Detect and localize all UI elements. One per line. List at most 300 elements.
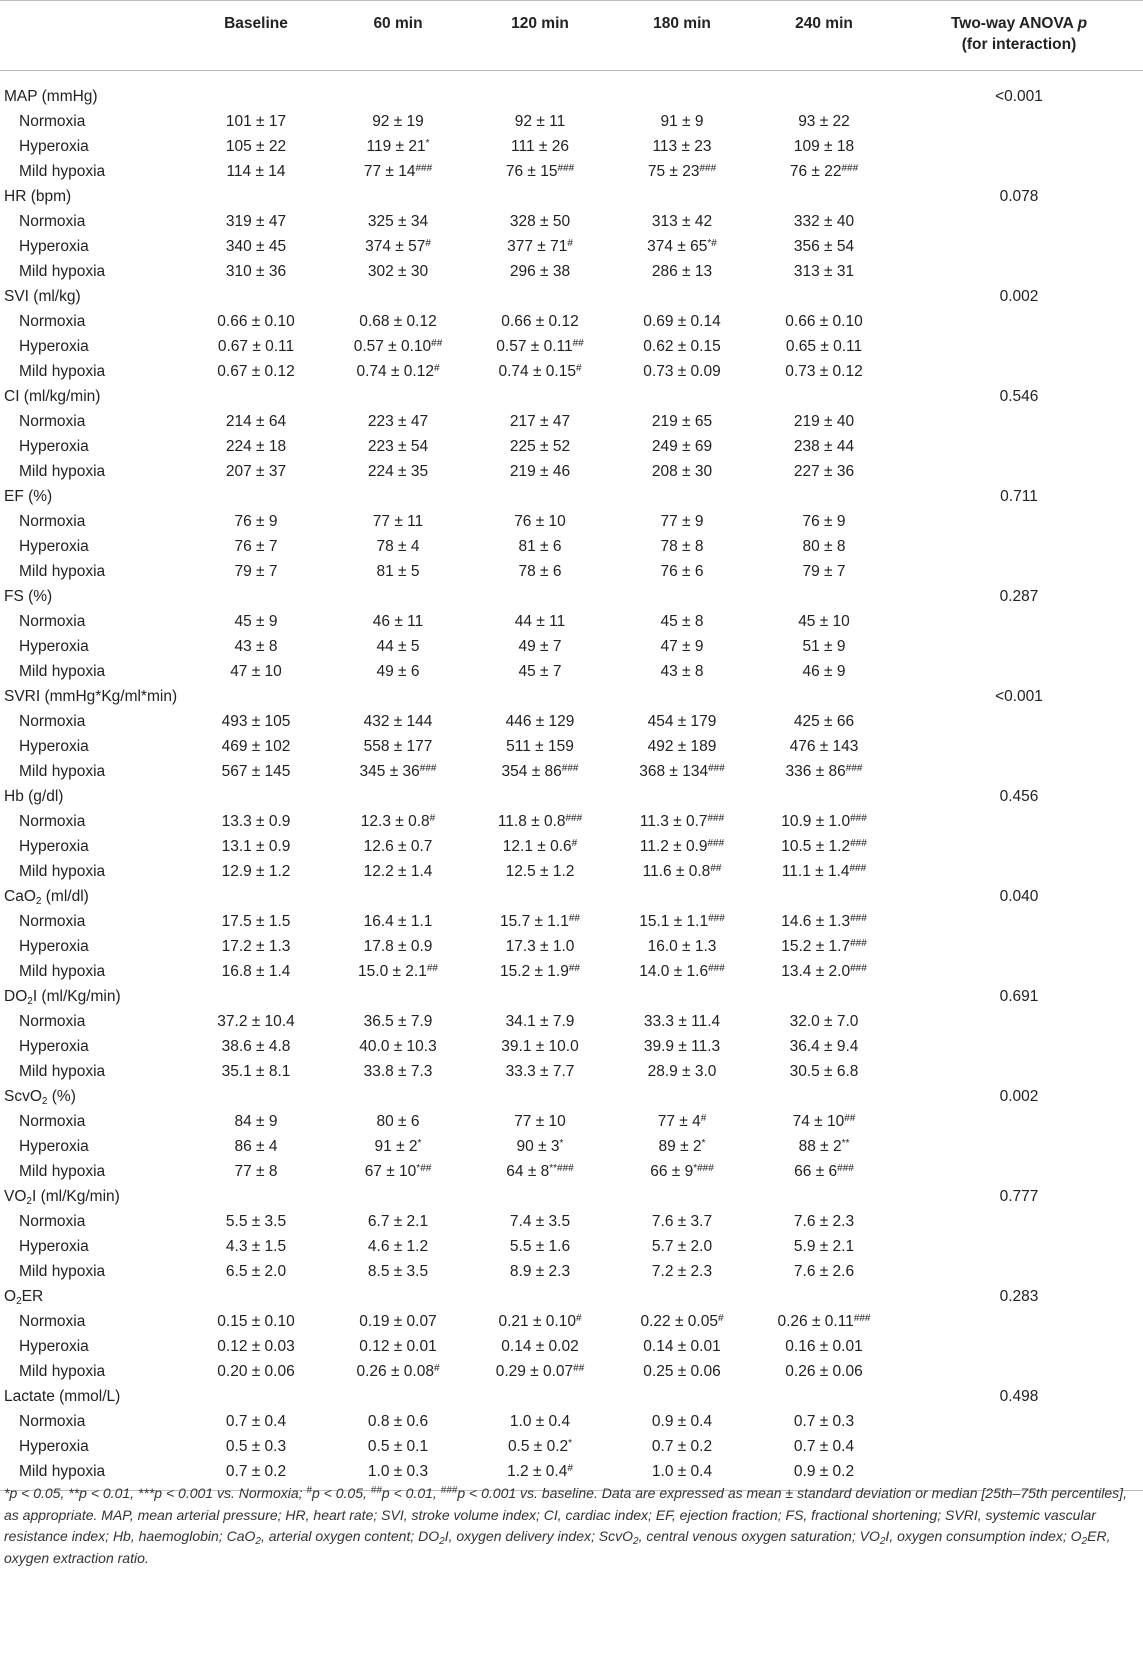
group-row <box>0 584 1143 609</box>
empty-cell <box>185 584 327 609</box>
value-cell: 227 ± 36 <box>793 463 855 480</box>
empty-cell <box>469 184 611 209</box>
empty-cell <box>469 1084 611 1109</box>
value-cell: 79 ± 7 <box>802 563 846 580</box>
value-cell: 77 ± 10 <box>514 1113 566 1130</box>
empty-cell <box>895 1159 1143 1184</box>
table-row <box>0 1059 1143 1084</box>
condition-label: Hyperoxia <box>19 538 89 555</box>
condition-label: Hyperoxia <box>19 1038 89 1055</box>
empty-cell <box>611 384 753 409</box>
group-row <box>0 784 1143 809</box>
empty-cell <box>185 884 327 909</box>
table-row <box>0 1309 1143 1334</box>
value-cell: 302 ± 30 <box>367 263 429 280</box>
condition-label: Mild hypoxia <box>19 463 106 480</box>
value-cell: 12.6 ± 0.7 <box>363 838 433 855</box>
condition-label: Normoxia <box>19 1413 86 1430</box>
empty-cell <box>895 559 1143 584</box>
value-cell: 1.0 ± 0.4 <box>611 1459 753 1491</box>
empty-cell <box>895 1234 1143 1259</box>
group-row <box>0 284 1143 309</box>
value-cell: 89 ± 2* <box>658 1138 706 1155</box>
value-cell: 511 ± 159 <box>506 738 574 755</box>
empty-cell <box>327 1284 469 1309</box>
header-anova-line1: Two-way ANOVA <box>950 15 1078 32</box>
value-cell: 77 ± 4# <box>657 1113 707 1130</box>
condition-label: Mild hypoxia <box>19 363 106 380</box>
empty-cell <box>611 984 753 1009</box>
empty-cell <box>469 384 611 409</box>
condition-label: Mild hypoxia <box>19 1363 106 1380</box>
group-row <box>0 384 1143 409</box>
anova-p-value: 0.711 <box>1000 488 1038 505</box>
table-row <box>0 434 1143 459</box>
header-180min: 180 min <box>611 1 753 71</box>
value-cell: 0.8 ± 0.6 <box>367 1413 429 1430</box>
value-cell: 0.66 ± 0.10 <box>217 313 295 330</box>
group-label: CaO$_2$ (ml/dl) <box>4 888 89 907</box>
empty-cell <box>895 434 1143 459</box>
value-cell: 13.3 ± 0.9 <box>221 813 291 830</box>
value-cell: 328 ± 50 <box>509 213 571 230</box>
table-row <box>0 359 1143 384</box>
condition-label: Hyperoxia <box>19 1438 89 1455</box>
empty-cell <box>327 584 469 609</box>
value-cell: 493 ± 105 <box>221 713 291 730</box>
table-row <box>0 959 1143 984</box>
table-row <box>0 159 1143 184</box>
table-footnote: *p < 0.05, **p < 0.01, ***p < 0.001 vs. Normoxia; #p < 0.05, ##p < 0.01, ###p < 0.001 vs. baseline. Data are expressed as mean ± standard deviation or median [25th–75th percentiles], as appropriate. MAP, mean arterial pressure; HR, heart rate; SVI, stroke volume index; CI, cardiac index; EF, ejection fraction; FS, fractional shortening; SVRI, systemic vascular resistance index; Hb, haemoglobin; CaO$_2$, arterial oxygen content; $DO_2I$, oxygen delivery index; ScvO$_2$, central venous oxygen saturation; $VO_2I$, oxygen consumption index; $O_2ER$, oxygen extraction ratio. <box>4 1485 1127 1566</box>
value-cell: 36.4 ± 9.4 <box>789 1038 859 1055</box>
table-row <box>0 759 1143 784</box>
value-cell: 66 ± 6### <box>794 1163 854 1180</box>
empty-cell <box>895 959 1143 984</box>
empty-cell <box>895 1034 1143 1059</box>
anova-p-value: 0.498 <box>999 1388 1039 1405</box>
value-cell: 32.0 ± 7.0 <box>789 1013 859 1030</box>
group-label: SVRI (mmHg*Kg/ml*min) <box>4 688 178 705</box>
empty-cell <box>895 509 1143 534</box>
value-cell: 340 ± 45 <box>225 238 287 255</box>
value-cell: 11.8 ± 0.8### <box>497 813 583 830</box>
value-cell: 15.0 ± 2.1## <box>358 963 438 980</box>
value-cell: 76 ± 7 <box>234 538 278 555</box>
value-cell: 476 ± 143 <box>789 738 859 755</box>
value-cell: 101 ± 17 <box>225 113 287 130</box>
empty-cell <box>895 1359 1143 1384</box>
value-cell: 286 ± 13 <box>651 263 713 280</box>
value-cell: 0.7 ± 0.3 <box>793 1413 855 1430</box>
table-row <box>0 309 1143 334</box>
group-label: Lactate (mmol/L) <box>4 1388 121 1405</box>
empty-cell <box>895 909 1143 934</box>
empty-cell <box>753 1084 895 1109</box>
anova-p-value: 0.691 <box>999 988 1039 1005</box>
value-cell: 4.3 ± 1.5 <box>225 1238 287 1255</box>
value-cell: 119 ± 21* <box>366 138 430 155</box>
table-row <box>0 509 1143 534</box>
table-row <box>0 809 1143 834</box>
value-cell: 368 ± 134### <box>639 763 725 780</box>
value-cell: 77 ± 11 <box>372 513 424 530</box>
value-cell: 0.57 ± 0.10## <box>353 338 443 355</box>
empty-cell <box>611 884 753 909</box>
table-row <box>0 859 1143 884</box>
empty-cell <box>753 1384 895 1409</box>
condition-label: Hyperoxia <box>19 438 89 455</box>
value-cell: 0.66 ± 0.12 <box>501 313 579 330</box>
empty-cell <box>327 284 469 309</box>
value-cell: 0.12 ± 0.03 <box>217 1338 295 1355</box>
empty-cell <box>895 359 1143 384</box>
condition-label: Mild hypoxia <box>19 963 106 980</box>
empty-cell <box>469 884 611 909</box>
value-cell: 28.9 ± 3.0 <box>647 1063 717 1080</box>
empty-cell <box>895 734 1143 759</box>
condition-label: Mild hypoxia <box>19 263 106 280</box>
empty-cell <box>327 71 469 110</box>
value-cell: 12.5 ± 1.2 <box>505 863 575 880</box>
value-cell: 40.0 ± 10.3 <box>359 1038 437 1055</box>
empty-cell <box>327 884 469 909</box>
value-cell: 0.26 ± 0.06 <box>785 1363 863 1380</box>
value-cell: 8.5 ± 3.5 <box>367 1263 429 1280</box>
value-cell: 90 ± 3* <box>516 1138 564 1155</box>
value-cell: 0.9 ± 0.4 <box>651 1413 713 1430</box>
value-cell: 6.5 ± 2.0 <box>225 1263 287 1280</box>
empty-cell <box>469 984 611 1009</box>
table-row <box>0 634 1143 659</box>
empty-cell <box>895 1209 1143 1234</box>
condition-label: Mild hypoxia <box>19 763 106 780</box>
value-cell: 310 ± 36 <box>225 263 287 280</box>
value-cell: 14.0 ± 1.6### <box>639 963 725 980</box>
value-cell: 4.6 ± 1.2 <box>367 1238 429 1255</box>
value-cell: 15.1 ± 1.1### <box>639 913 725 930</box>
table-header <box>0 1 1143 71</box>
value-cell: 43 ± 8 <box>234 638 278 655</box>
condition-label: Mild hypoxia <box>19 1263 106 1280</box>
empty-cell <box>185 384 327 409</box>
value-cell: 76 ± 22### <box>789 163 859 180</box>
value-cell: 17.8 ± 0.9 <box>363 938 433 955</box>
condition-label: Hyperoxia <box>19 1138 89 1155</box>
value-cell: 0.67 ± 0.11 <box>217 338 295 355</box>
value-cell: 7.6 ± 2.3 <box>793 1213 855 1230</box>
empty-cell <box>327 784 469 809</box>
anova-p-value: 0.777 <box>999 1188 1039 1205</box>
value-cell: 12.2 ± 1.4 <box>363 863 433 880</box>
table-row <box>0 134 1143 159</box>
group-label: MAP (mmHg) <box>4 88 98 105</box>
condition-label: Mild hypoxia <box>19 563 106 580</box>
value-cell: 37.2 ± 10.4 <box>217 1013 295 1030</box>
group-row <box>0 884 1143 909</box>
table-row <box>0 1109 1143 1134</box>
value-cell: 30.5 ± 6.8 <box>789 1063 859 1080</box>
empty-cell <box>469 1284 611 1309</box>
empty-cell <box>895 834 1143 859</box>
empty-cell <box>611 784 753 809</box>
value-cell: 0.67 ± 0.12 <box>217 363 295 380</box>
empty-cell <box>611 284 753 309</box>
value-cell: 208 ± 30 <box>651 463 713 480</box>
empty-cell <box>895 259 1143 284</box>
value-cell: 325 ± 34 <box>367 213 429 230</box>
empty-cell <box>895 709 1143 734</box>
value-cell: 0.19 ± 0.07 <box>359 1313 437 1330</box>
value-cell: 223 ± 54 <box>367 438 429 455</box>
value-cell: 0.5 ± 0.1 <box>367 1438 429 1455</box>
empty-cell <box>185 284 327 309</box>
value-cell: 0.12 ± 0.01 <box>359 1338 437 1355</box>
value-cell: 0.20 ± 0.06 <box>217 1363 295 1380</box>
value-cell: 356 ± 54 <box>793 238 855 255</box>
value-cell: 74 ± 10## <box>792 1113 856 1130</box>
header-anova-p-italic: p <box>1077 15 1088 32</box>
value-cell: 47 ± 9 <box>660 638 704 655</box>
empty-cell <box>611 184 753 209</box>
value-cell: 64 ± 8**### <box>506 1163 574 1180</box>
value-cell: 111 ± 26 <box>511 138 569 155</box>
group-label: SVI (ml/kg) <box>4 288 81 305</box>
group-label: $VO_2I$ (ml/Kg/min) <box>4 1188 120 1207</box>
anova-p-value: <0.001 <box>995 688 1043 705</box>
group-row <box>0 984 1143 1009</box>
group-row <box>0 71 1143 110</box>
empty-cell <box>327 384 469 409</box>
empty-cell <box>753 284 895 309</box>
value-cell: 77 ± 9 <box>660 513 704 530</box>
condition-label: Normoxia <box>19 113 86 130</box>
value-cell: 5.5 ± 3.5 <box>225 1213 287 1230</box>
value-cell: 45 ± 9 <box>234 613 278 630</box>
table-row <box>0 1209 1143 1234</box>
table-row <box>0 1409 1143 1434</box>
value-cell: 88 ± 2** <box>798 1138 850 1155</box>
value-cell: 91 ± 9 <box>660 113 704 130</box>
empty-cell <box>185 1284 327 1309</box>
empty-cell <box>895 234 1143 259</box>
empty-cell <box>327 1084 469 1109</box>
value-cell: 219 ± 65 <box>651 413 713 430</box>
empty-cell <box>753 684 895 709</box>
condition-label: Normoxia <box>19 813 86 830</box>
table-row <box>0 209 1143 234</box>
value-cell: 49 ± 6 <box>376 663 420 680</box>
empty-cell <box>895 109 1143 134</box>
value-cell: 114 ± 14 <box>226 163 286 180</box>
value-cell: 345 ± 36### <box>359 763 437 780</box>
value-cell: 77 ± 14### <box>363 163 433 180</box>
value-cell: 0.7 ± 0.2 <box>185 1459 327 1491</box>
empty-cell <box>327 184 469 209</box>
group-label: FS (%) <box>4 588 53 605</box>
empty-cell <box>895 1134 1143 1159</box>
empty-cell <box>895 534 1143 559</box>
empty-cell <box>327 684 469 709</box>
empty-cell <box>611 1184 753 1209</box>
value-cell: 78 ± 8 <box>660 538 704 555</box>
empty-cell <box>469 784 611 809</box>
anova-p-value: <0.001 <box>995 88 1043 105</box>
header-anova-p <box>895 1 1143 71</box>
condition-label: Hyperoxia <box>19 338 89 355</box>
value-cell: 296 ± 38 <box>509 263 571 280</box>
empty-cell <box>895 159 1143 184</box>
value-cell: 77 ± 8 <box>234 1163 278 1180</box>
value-cell: 14.6 ± 1.3### <box>781 913 867 930</box>
value-cell: 92 ± 19 <box>372 113 424 130</box>
value-cell: 5.5 ± 1.6 <box>509 1238 571 1255</box>
value-cell: 81 ± 5 <box>376 563 420 580</box>
value-cell: 80 ± 6 <box>376 1113 420 1130</box>
table-row <box>0 459 1143 484</box>
condition-label: Normoxia <box>19 913 86 930</box>
value-cell: 425 ± 66 <box>793 713 855 730</box>
value-cell: 219 ± 46 <box>509 463 571 480</box>
group-row <box>0 684 1143 709</box>
value-cell: 224 ± 35 <box>367 463 429 480</box>
empty-cell <box>895 1059 1143 1084</box>
condition-label: Normoxia <box>19 513 86 530</box>
empty-cell <box>895 209 1143 234</box>
value-cell: 0.5 ± 0.2* <box>507 1438 573 1455</box>
value-cell: 39.1 ± 10.0 <box>501 1038 579 1055</box>
value-cell: 78 ± 4 <box>376 538 420 555</box>
value-cell: 0.25 ± 0.06 <box>643 1363 721 1380</box>
value-cell: 10.9 ± 1.0### <box>781 813 867 830</box>
value-cell: 219 ± 40 <box>793 413 855 430</box>
value-cell: 76 ± 10 <box>514 513 566 530</box>
table-row <box>0 1009 1143 1034</box>
value-cell: 0.9 ± 0.2 <box>753 1459 895 1491</box>
empty-cell <box>895 409 1143 434</box>
empty-cell <box>895 1109 1143 1134</box>
value-cell: 0.7 ± 0.2 <box>651 1438 713 1455</box>
table-row <box>0 909 1143 934</box>
value-cell: 79 ± 7 <box>234 563 278 580</box>
table-row <box>0 1234 1143 1259</box>
empty-cell <box>327 984 469 1009</box>
value-cell: 46 ± 9 <box>802 663 846 680</box>
empty-cell <box>185 184 327 209</box>
value-cell: 0.21 ± 0.10# <box>498 1313 582 1330</box>
value-cell: 469 ± 102 <box>221 738 291 755</box>
condition-label: Normoxia <box>19 713 86 730</box>
empty-cell <box>753 1284 895 1309</box>
condition-label: Hyperoxia <box>19 138 89 155</box>
group-label: HR (bpm) <box>4 188 72 205</box>
value-cell: 76 ± 15### <box>505 163 575 180</box>
value-cell: 7.4 ± 3.5 <box>509 1213 571 1230</box>
value-cell: 44 ± 11 <box>514 613 566 630</box>
table-row <box>0 1434 1143 1459</box>
value-cell: 224 ± 18 <box>225 438 287 455</box>
empty-cell <box>753 984 895 1009</box>
condition-label: Mild hypoxia <box>19 1163 106 1180</box>
value-cell: 432 ± 144 <box>363 713 433 730</box>
value-cell: 1.0 ± 0.3 <box>327 1459 469 1491</box>
value-cell: 0.15 ± 0.10 <box>217 1313 295 1330</box>
value-cell: 67 ± 10*## <box>364 1163 432 1180</box>
condition-label: Mild hypoxia <box>19 663 106 680</box>
value-cell: 332 ± 40 <box>793 213 855 230</box>
value-cell: 0.7 ± 0.4 <box>225 1413 287 1430</box>
value-cell: 492 ± 189 <box>647 738 717 755</box>
empty-cell <box>895 1259 1143 1284</box>
value-cell: 1.0 ± 0.4 <box>509 1413 571 1430</box>
value-cell: 11.3 ± 0.7### <box>639 813 725 830</box>
value-cell: 78 ± 6 <box>518 563 562 580</box>
value-cell: 313 ± 42 <box>651 213 713 230</box>
value-cell: 336 ± 86### <box>785 763 863 780</box>
empty-cell <box>895 334 1143 359</box>
group-label: EF (%) <box>4 488 53 505</box>
value-cell: 225 ± 52 <box>509 438 571 455</box>
group-label: ScvO$_2$ (%) <box>4 1088 76 1107</box>
anova-p-value: 0.287 <box>999 588 1039 605</box>
value-cell: 7.6 ± 3.7 <box>651 1213 713 1230</box>
value-cell: 0.14 ± 0.01 <box>643 1338 721 1355</box>
value-cell: 45 ± 10 <box>798 613 850 630</box>
value-cell: 35.1 ± 8.1 <box>221 1063 291 1080</box>
value-cell: 354 ± 86### <box>501 763 579 780</box>
empty-cell <box>753 784 895 809</box>
anova-p-value: 0.002 <box>999 1088 1039 1105</box>
empty-cell <box>185 1184 327 1209</box>
empty-cell <box>895 934 1143 959</box>
anova-p-value: 0.002 <box>999 288 1039 305</box>
value-cell: 92 ± 11 <box>514 113 566 130</box>
table-row <box>0 259 1143 284</box>
empty-cell <box>611 1384 753 1409</box>
value-cell: 33.3 ± 11.4 <box>643 1013 721 1030</box>
empty-cell <box>469 1184 611 1209</box>
empty-cell <box>611 71 753 110</box>
empty-cell <box>895 1334 1143 1359</box>
table-row <box>0 1334 1143 1359</box>
table-row <box>0 934 1143 959</box>
value-cell: 223 ± 47 <box>367 413 429 430</box>
value-cell: 13.4 ± 2.0### <box>781 963 867 980</box>
empty-cell <box>611 484 753 509</box>
value-cell: 113 ± 23 <box>652 138 712 155</box>
value-cell: 17.5 ± 1.5 <box>221 913 291 930</box>
condition-label: Hyperoxia <box>19 1238 89 1255</box>
empty-cell <box>327 1184 469 1209</box>
value-cell: 0.5 ± 0.3 <box>225 1438 287 1455</box>
empty-cell <box>327 1384 469 1409</box>
value-cell: 86 ± 4 <box>234 1138 278 1155</box>
header-240min: 240 min <box>753 1 895 71</box>
value-cell: 80 ± 8 <box>802 538 846 555</box>
condition-label: Normoxia <box>19 213 86 230</box>
condition-label: Hyperoxia <box>19 1338 89 1355</box>
condition-label: Normoxia <box>19 613 86 630</box>
value-cell: 66 ± 9*### <box>650 1163 714 1180</box>
value-cell: 43 ± 8 <box>660 663 704 680</box>
empty-cell <box>895 1009 1143 1034</box>
value-cell: 377 ± 71# <box>507 238 573 255</box>
empty-cell <box>611 584 753 609</box>
group-row <box>0 1384 1143 1409</box>
empty-cell <box>753 71 895 110</box>
group-row <box>0 484 1143 509</box>
value-cell: 109 ± 18 <box>793 138 855 155</box>
value-cell: 0.26 ± 0.08# <box>356 1363 440 1380</box>
